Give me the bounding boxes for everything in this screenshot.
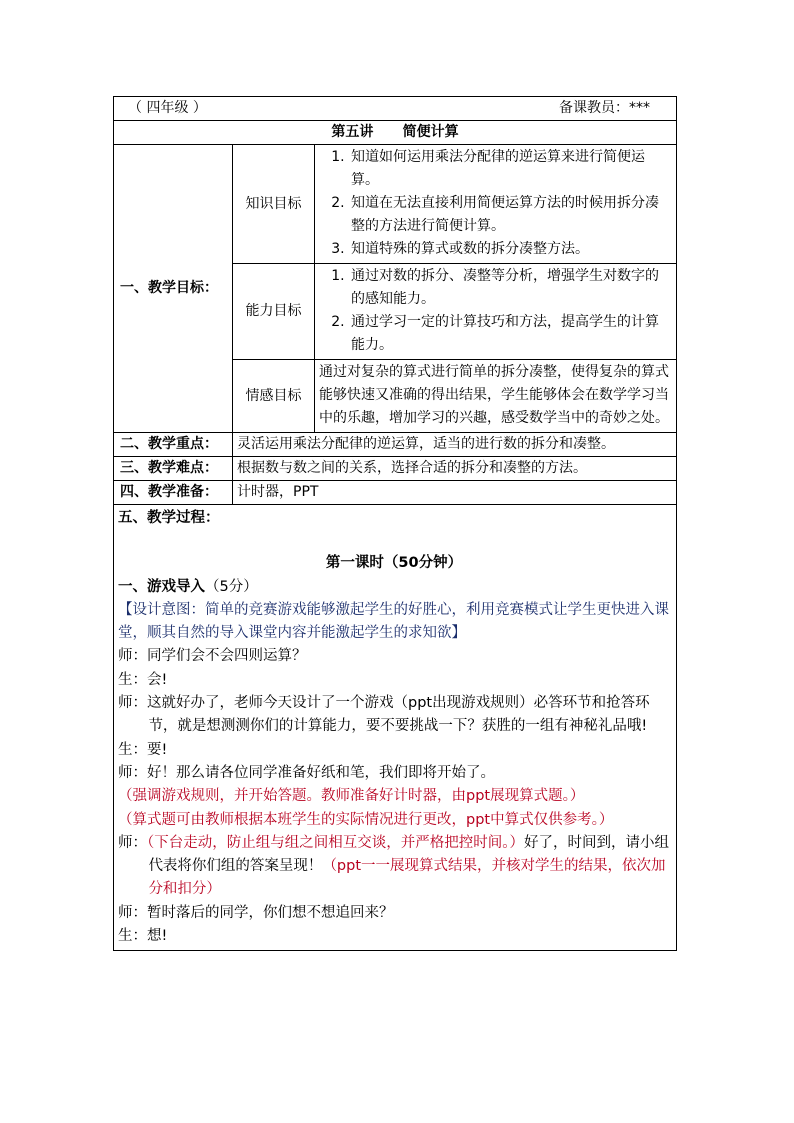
lesson-plan-page [113, 96, 676, 951]
dialogue-line: 师：这就好办了，老师今天设计了一个游戏（ppt出现游戏规则）必答环节和抢答环节，就是想测测你们的计算能力，要不要挑战一下？获胜的一组有神秘礼品哦! [118, 695, 650, 735]
ability-goal-label: 能力目标 [233, 264, 315, 360]
preparation-label: 四、教学准备： [114, 481, 233, 505]
dialogue-line [118, 832, 670, 902]
teacher-note: （算式题可由教师根据本班学生的实际情况进行更改，ppt中算式仅供参考。） [118, 811, 614, 828]
grade-label: （ 四年级 ） [128, 100, 207, 116]
ability-goal-item: 1. 通过对数的拆分、凑整等分析，增强学生对数字的的感知能力。 [349, 265, 672, 311]
preparation-row [114, 481, 677, 505]
knowledge-goal-label: 知识目标 [233, 145, 315, 264]
teacher-label: 备课教员：*** [559, 100, 651, 116]
knowledge-goal-item: 1. 知道如何运用乘法分配律的逆运算来进行简便运算。 [349, 146, 672, 192]
knowledge-goal-item: 3. 知道特殊的算式或数的拆分凑整方法。 [349, 238, 672, 261]
dialogue-line: 生：想! [118, 928, 168, 945]
period-title: 第一课时（50分钟） [325, 555, 463, 572]
ability-goal-cell [315, 264, 677, 360]
difficulties-text: 根据数与数之间的关系，选择合适的拆分和凑整的方法。 [233, 457, 677, 481]
knowledge-goal-cell [315, 145, 677, 264]
ability-goal-item: 2. 通过学习一定的计算技巧和方法，提高学生的计算能力。 [349, 311, 672, 357]
process-row [114, 505, 677, 951]
section-title: 一、游戏导入 [118, 578, 205, 595]
lesson-title: 第五讲 简便计算 [114, 121, 677, 145]
difficulties-label: 三、教学难点： [114, 457, 233, 481]
process-cell [114, 505, 677, 951]
key-points-text: 灵活运用乘法分配律的逆运算，适当的进行数的拆分和凑整。 [233, 433, 677, 457]
teacher-note-inline: （下台走动，防止组与组之间相互交谈，并严格把控时间。） [147, 834, 524, 851]
emotion-goal-label: 情感目标 [233, 360, 315, 433]
dialogue-line: 师：同学们会不会四则运算？ [118, 648, 307, 665]
dialogue-line: 师：好！那么请各位同学准备好纸和笔，我们即将开始了。 [118, 764, 495, 781]
goals-section-label: 一、教学目标： [114, 145, 233, 433]
dialogue-line: 师：暂时落后的同学，你们想不想追回来？ [118, 904, 394, 921]
dialogue-line: 生：要! [118, 741, 168, 758]
key-points-row [114, 433, 677, 457]
header-cell [114, 97, 677, 121]
section-time: （5分） [205, 578, 258, 595]
title-row [114, 121, 677, 145]
knowledge-goal-item: 2. 知道在无法直接利用简便运算方法的时候用拆分凑整的方法进行简便计算。 [349, 192, 672, 238]
ability-goal-list [319, 265, 672, 357]
teacher-note: （强调游戏规则，并开始答题。教师准备好计时器，由ppt展现算式题。） [118, 788, 585, 805]
process-label: 五、教学过程： [118, 510, 220, 526]
speaker-teacher: 师： [118, 834, 147, 851]
preparation-text: 计时器，PPT [233, 481, 677, 505]
lesson-plan-table [113, 96, 677, 951]
teacher-note-inline: （ppt一一展现算式结果，并核对学生的结果，依次加分和扣分） [148, 858, 666, 898]
header-row [114, 97, 677, 121]
knowledge-goal-list [319, 146, 672, 261]
emotion-goal-text: 通过对复杂的算式进行简单的拆分凑整，使得复杂的算式能够快速又准确的得出结果，学生能够体会在数学学习当中的乐趣，增加学习的兴趣，感受数学当中的奇妙之处。 [315, 360, 677, 433]
dialogue-text: 好了，时间到，请小组代表将你们组的答案呈现！ [148, 834, 669, 875]
dialogue-line: 生：会! [118, 671, 168, 688]
section-heading [118, 576, 670, 599]
difficulties-row [114, 457, 677, 481]
knowledge-goal-row [114, 145, 677, 264]
design-intent: 【设计意图：简单的竞赛游戏能够激起学生的好胜心，利用竞赛模式让学生更快进入课堂，顺其自然的导入课堂内容并能激起学生的求知欲】 [118, 601, 669, 642]
key-points-label: 二、教学重点： [114, 433, 233, 457]
